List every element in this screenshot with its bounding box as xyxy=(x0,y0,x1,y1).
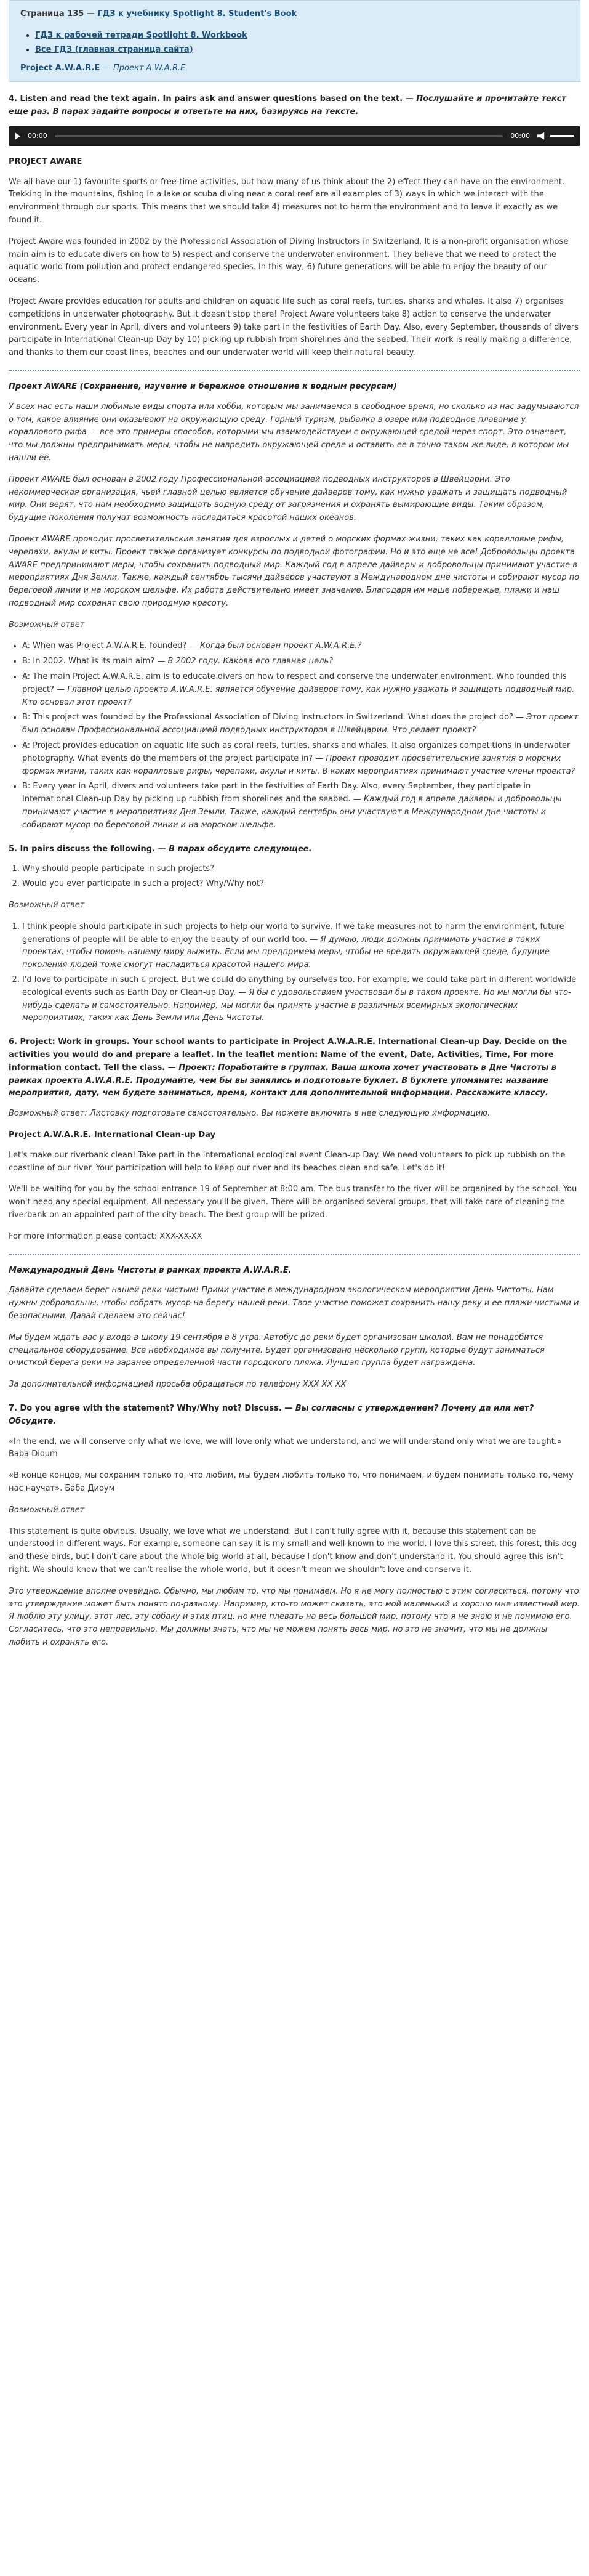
breadcrumb-link-students-book[interactable]: ГДЗ к учебнику Spotlight 8. Student's Book xyxy=(97,9,297,18)
nav-links xyxy=(20,30,569,57)
dialogue-ru: Этот проект был основан Профессиональной ассоциацией подводных инструкторов в Швейцарии. Что делает проект? xyxy=(22,713,579,735)
task-4-heading-en: 4. Listen and read the text again. In pairs ask and answer questions based on the text. — xyxy=(9,94,417,104)
task-5-heading xyxy=(9,843,580,856)
task-4-dialogue xyxy=(9,640,580,832)
nav-item-home xyxy=(35,44,569,57)
list-item xyxy=(22,740,580,778)
volume-slider[interactable] xyxy=(550,135,574,137)
list-item: 2. Would you ever participate in such a project? Why/Why not? xyxy=(22,878,580,891)
text-paragraph-1: We all have our 1) favourite sports or free-time activities, but how many of us think about the 2) effect they can have on the environment. Trekking in the mountains, fishing in a lake or scuba diving near a coral reef are all examples of 3) ways in which we interact with the environment through our sports. This means that we should take 4) measures not to harm the environment and to leave it exactly as we found it. xyxy=(9,177,565,225)
section-subtitle xyxy=(20,62,569,75)
answer-ru: Я думаю, люди должны принимать участие в таких проектах, чтобы помочь нашему миру выжить. Если мы предпримем меры, чтобы не вредить окружающей среде, будущие поколения людей тоже смогут насладиться красотой нашего мира. xyxy=(22,934,550,970)
possible-answer-label: Возможный ответ xyxy=(9,620,85,630)
list-item xyxy=(22,640,580,653)
possible-answer-label: Возможный ответ xyxy=(9,901,85,910)
audio-time-current: 00:00 xyxy=(28,131,47,140)
answer-en: I think people should participate in such projects to help our world to survive. If we take measures not to harm the environment, future generations of people will be able to enjoy the beauty of our world too. — xyxy=(22,921,564,944)
list-item xyxy=(22,780,580,832)
answer-ru: Я бы с удовольствием участвовал бы в таком проекте. Но мы могли бы что-нибудь сделать и самостоятельно. Например, мы могли бы принять участие в различных всемирных экологических мероприятиях, таких как День Земли или День Чистоты. xyxy=(22,987,571,1023)
translation-paragraph-1: У всех нас есть наши любимые виды спорта или хобби, которым мы занимаемся в свободное время, но сколько из нас задумываются о том, какое влияние они оказывают на окружающую среду. Горный туризм, рыбалка в озере или подводное плавание у кораллового рифа — все это примеры способов, которыми мы взаимодействуем с окружающей средой через спорт. Это означает, что мы должны предпринимать меры, чтобы не навредить окружающей среде и оставить ее в точно таком же виде, в котором мы нашли ее. xyxy=(9,402,579,463)
dialogue-en: B: Every year in April, divers and volunteers take part in the festivities of Earth Day. Also, every September, they participate in International Clean-up Day by picking up rubbish from shorelines and the seabed. — xyxy=(22,782,531,804)
leaflet-paragraph-1-ru: Давайте сделаем берег нашей реки чистым! Прими участие в международном экологическом мероприятии День Чистоты. Нам нужны добровольцы, чтобы собрать мусор на берегу нашей реки. Твое участие поможет сохранить нашу реку и ее пляжи чистыми и безопасными. Давай сделаем это сейчас! xyxy=(9,1286,579,1321)
task-5-heading-ru: В парах обсудите следующее. xyxy=(169,844,312,854)
task-6-heading xyxy=(9,1036,580,1100)
leaflet-title: Project A.W.A.R.E. International Clean-up Day xyxy=(9,1130,215,1140)
task-5-answers xyxy=(9,921,580,1025)
translation-paragraph-2: Проект AWARE был основан в 2002 году Профессиональной ассоциацией подводных инструкторов в Швейцарии. Это некоммерческая организация, чьей главной целью является обучение дайверов тому, как нужно уважать и защищать подводный мир. Они верят, что нам необходимо защищать водную среду от загрязнения и охранять вымирающие виды. Таким образом, будущие поколения получат возможность насладиться красотой наших океанов. xyxy=(9,474,567,523)
breadcrumb xyxy=(20,8,569,21)
task-6-heading-ru: Проект: Поработайте в группах. Ваша школа хочет участвовать в Дне Чистоты в рамках проекта A.W.A.R.E. Продумайте, чем бы вы занялись и подготовьте буклет. В буклете упомяните: название мероприятия, дату, чем будете заниматься, время, контакт для дополнительной информации. Расскажите классу. xyxy=(9,1063,557,1098)
translation-paragraph-3: Проект AWARE проводит просветительские занятия для взрослых и детей о морских формах жизни, таких как коралловые рифы, черепахи, акулы и киты. Проект также организует конкурсы по подводной фотографии. Но и это еще не все! Добровольцы проекта AWARE предпринимают меры, чтобы сохранить подводный мир. Каждый год в апреле дайверы и добровольцы принимают участие в мероприятиях Дня Земли. Также, каждый сентябрь тысячи дайверов участвуют в Международном дне чистоты и собирают мусор по береговой линии и на морском шельфе. Их работа действительно имеет значение. Благодаря им наше побережье, пляжи и наш подводный мир сохранят свою природную красоту. xyxy=(9,534,580,608)
task-4-heading-ru: Послушайте и прочитайте текст еще раз. В парах задайте вопросы и ответьте на них, базируясь на тексте. xyxy=(9,94,566,116)
list-item xyxy=(22,655,580,668)
task-7-heading-en: 7. Do you agree with the statement? Why/Why not? Discuss. — xyxy=(9,1403,295,1413)
dialogue-en: A: The main Project A.W.A.R.E. aim is to educate divers on how to respect and conserve the underwater environment. Who founded this project? — xyxy=(22,672,567,694)
dialogue-ru: Проект проводит просветительские занятия о морских формах жизни, таких как коралловые рифы, черепахи, акулы и киты. В каких мероприятиях принимают участие члены проекта? xyxy=(22,753,575,776)
dialogue-en: B: This project was founded by the Professional Association of Diving Instructors in Switzerland. What does the project do? — xyxy=(22,713,527,723)
text-paragraph-2: Project Aware was founded in 2002 by the Professional Association of Diving Instructors in Switzerland. It is a non-profit organisation whose main aim is to educate divers on how to 5) respect and conserve the underwater environment. They believe that we need to protect the aquatic world from pollution and protect endangered species. In this way, 6) future generations will be able to enjoy the beauty of our oceans. xyxy=(9,237,569,285)
dialogue-en: B: In 2002. What is its main aim? — xyxy=(22,657,168,666)
text-title: PROJECT AWARE xyxy=(9,156,82,166)
breadcrumb-label: Страница 135 — xyxy=(20,9,98,18)
audio-progress-bar[interactable] xyxy=(55,135,503,137)
list-item xyxy=(22,921,580,972)
dialogue-ru: В 2002 году. Какова его главная цель? xyxy=(167,657,334,666)
dialogue-ru: Каждый год в апреле дайверы и добровольцы принимают участие в мероприятиях Дня Земли. Также, каждый сентябрь они участвуют в Международном дне чистоты и собирают мусор по береговой линии и на морском шельфе. xyxy=(22,795,562,830)
quote-en: «In the end, we will conserve only what we love, we will love only what we understand, and we will understand only what we are taught.» Baba Dioum xyxy=(9,1436,562,1459)
link-workbook[interactable]: ГДЗ к рабочей тетради Spotlight 8. Workbook xyxy=(35,30,247,40)
task-7-answer-ru: Это утверждение вполне очевидно. Обычно, мы любим то, что мы понимаем. Но я не могу полностью с этим согласиться, потому что это утверждение может быть понято по-разному. Например, кто-то может сказать, это мой маленький и хорошо мне известный мир. Я люблю эту улицу, этот лес, эту собаку и этих птиц, но мне плевать на весь большой мир, потому что я не знаю и не понимаю его. Согласитесь, что это неправильно. Мы должны знать, что мы не можем понять весь мир, но это не значит, что мы не должны любить и охранять его. xyxy=(9,1586,580,1647)
leaflet-contact-ru: За дополнительной информацией просьба обращаться по телефону XXX XX XX xyxy=(9,1380,347,1390)
task-6-heading-en: 6. Project: Work in groups. Your school wants to participate in Project A.W.A.R.E. International Clean-up Day. Decide on the activities you would do and prepare a leaflet. In the leaflet mention: Name of the event, Date, Activities, Time, For more information contact. Tell the class. — xyxy=(9,1037,567,1072)
subtitle-ru: — Проект A.W.A.R.E xyxy=(102,63,186,73)
audio-player[interactable] xyxy=(9,126,580,146)
audio-time-total: 00:00 xyxy=(510,131,530,140)
nav-item-workbook xyxy=(35,30,569,43)
list-item xyxy=(22,711,580,737)
nav-box xyxy=(9,0,580,82)
possible-answer-label: Возможный ответ xyxy=(9,1505,85,1515)
list-item xyxy=(22,671,580,709)
translation-title: Проект AWARE (Сохранение, изучение и бережное отношение к водным ресурсам) xyxy=(9,381,397,391)
answer-en: I'd love to participate in such a project. But we could do anything by ourselves too. For example, we could take part in different worldwide ecological events such as Earth Day or Clean-up Day. — xyxy=(22,975,577,997)
dialogue-en: A: When was Project A.W.A.R.E. founded? — xyxy=(22,641,200,651)
list-item xyxy=(22,974,580,1025)
divider xyxy=(9,370,580,371)
text-paragraph-3: Project Aware provides education for adults and children on aquatic life such as coral reefs, turtles, sharks and whales. It also 7) organises competitions in underwater photography. But it doesn't stop there! Project Aware volunteers take 8) action to conserve the underwater environment. Every year in April, divers and volunteers 9) take part in the festivities of Earth Day. Also, every September, thousands of divers participate in International Clean-up Day by 10) picking up rubbish from shorelines and the seabed. Their work is really making a difference, and thanks to them our coast lines, beaches and our underwater world will keep their natural beauty. xyxy=(9,296,579,358)
dialogue-en: A: Project provides education on aquatic life such as coral reefs, turtles, sharks and whales. It also organizes competitions in underwater photography. What events do the members of the project participate in? — xyxy=(22,741,571,763)
leaflet-paragraph-2-ru: Мы будем ждать вас у входа в школу 19 сентября в 8 утра. Автобус до реки будет организован школой. Вам не понадобится специальное оборудование. Все необходимое вы получите. Будет организовано несколько групп, которые будут заниматься очисткой берега реки на заранее определенной части городского пляжа. Лучшая группа будет награждена. xyxy=(9,1332,545,1368)
divider xyxy=(9,1254,580,1255)
task-5-heading-en: 5. In pairs discuss the following. — xyxy=(9,844,169,854)
task-7-heading-ru: Вы согласны с утверждением? Почему да или нет? Обсудите. xyxy=(9,1403,534,1426)
dialogue-ru: Когда был основан проект A.W.A.R.E.? xyxy=(199,641,362,651)
task-6-possible-answer: Возможный ответ: Листовку подготовьте самостоятельно. Вы можете включить в нее следующую информацию. xyxy=(9,1109,491,1119)
task-7-answer-en: This statement is quite obvious. Usually, we love what we understand. But I can't fully agree with it, because this statement can be understood in different ways. For example, someone can say it is my small and well-known to me world. I love this street, this forest, this dog and these birds, but I don't care about the whole big world at all, because I don't know and don't understand it. You should agree this isn't right. We should know that we can't realise the whole world, but it doesn't mean we shouldn't love and conserve it. xyxy=(9,1526,577,1574)
task-7-heading xyxy=(9,1403,580,1428)
dialogue-ru: Главной целью проекта A.W.A.R.E. является обучение дайверов тому, как нужно уважать и защищать подводный мир. Кто основал этот проект? xyxy=(22,684,575,707)
volume-icon[interactable] xyxy=(537,132,546,140)
leaflet-paragraph-2: We'll be waiting for you by the school entrance 19 of September at 8:00 am. The bus transfer to the river will be organised by the school. You won't need any special equipment. All necessary you'll be given. There will be organised several groups, that will take care of cleaning the riverbank on an appointed part of the city beach. The best group will be prized. xyxy=(9,1185,577,1220)
link-all-gdz[interactable]: Все ГДЗ (главная страница сайта) xyxy=(35,44,193,54)
subtitle-en: Project A.W.A.R.E xyxy=(20,63,103,73)
quote-ru: «В конце концов, мы сохраним только то, что любим, мы будем любить только то, что понимаем, и будем понимать только то, чему нас научат». Баба Диоум xyxy=(9,1471,574,1493)
leaflet-paragraph-1: Let's make our riverbank clean! Take part in the international ecological event Clean-up Day. We need volunteers to pick up rubbish on the coastline of our river. Your participation will help to keep our river and its beaches clean and safe. Let's do it! xyxy=(9,1150,566,1173)
task-4-heading xyxy=(9,93,580,119)
leaflet-title-ru: Международный День Чистоты в рамках проекта A.W.A.R.E. xyxy=(9,1265,292,1275)
leaflet-contact: For more information please contact: XXX-XX-XX xyxy=(9,1231,202,1241)
list-item: 1. Why should people participate in such projects? xyxy=(22,863,580,876)
play-icon[interactable] xyxy=(15,132,20,140)
task-5-questions xyxy=(9,863,580,891)
